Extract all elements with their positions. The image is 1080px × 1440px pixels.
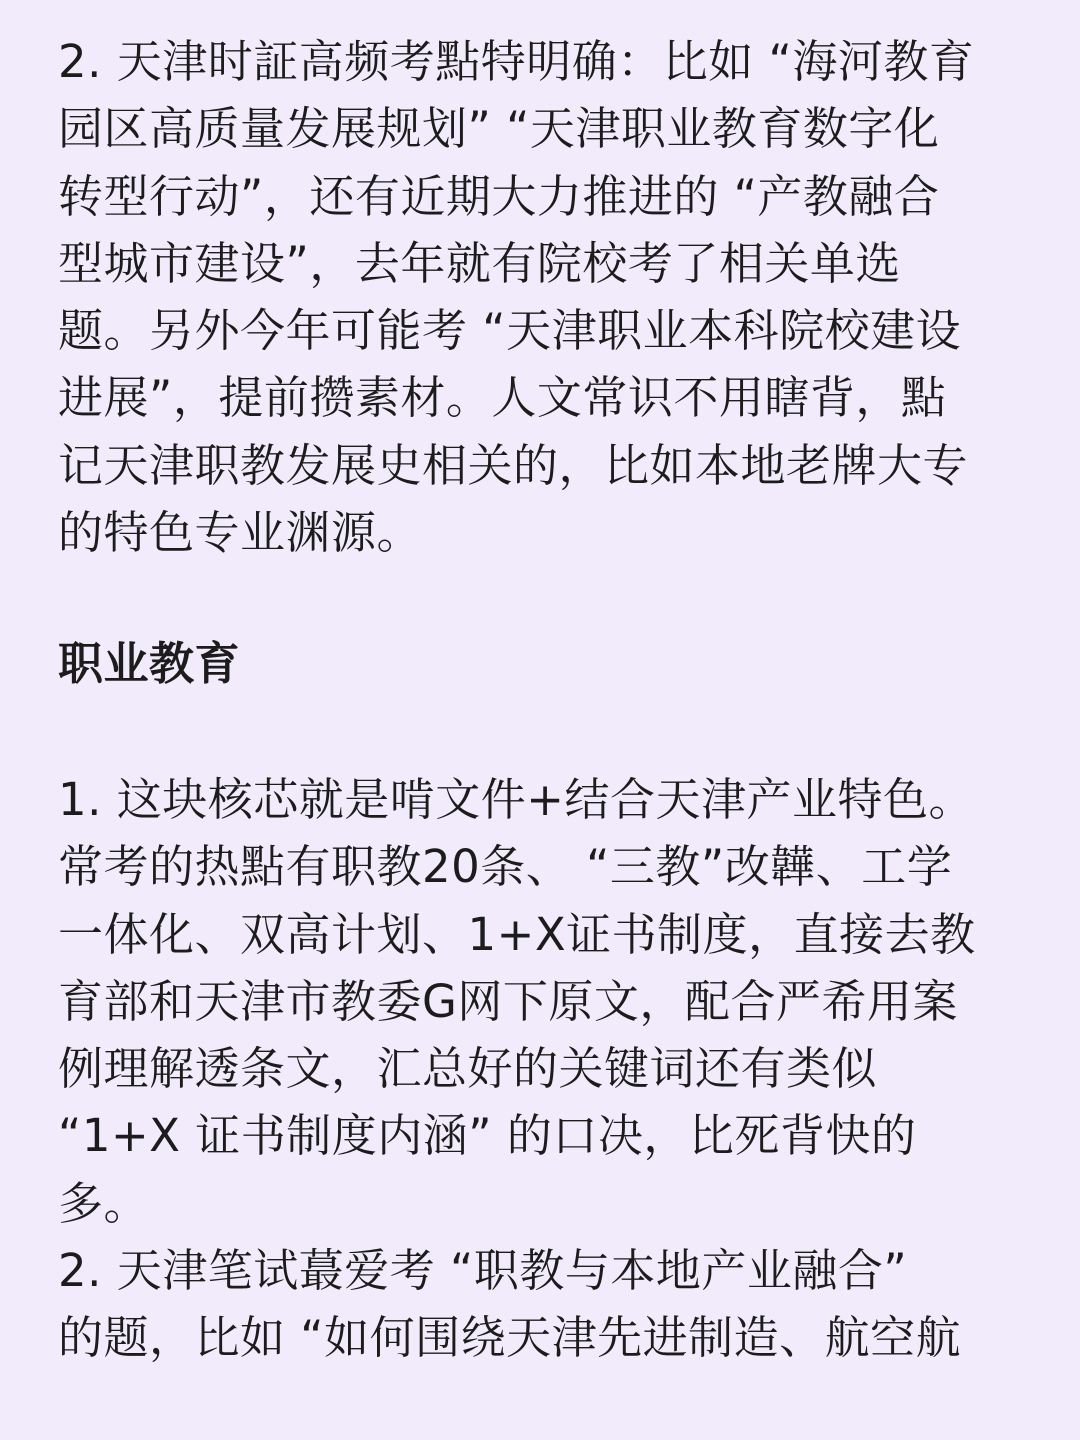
text-line: 园区高质量发展规划” “天津职业教育数字化 — [58, 102, 940, 156]
text-line: 记天津职教发展史相关的，比如本地老牌大专 — [58, 438, 969, 492]
section-heading: 职业教育 — [58, 637, 241, 690]
intro-paragraph — [58, 28, 1038, 566]
text-line: 的题，比如 “如何围绕天津先进制造、航空航 — [58, 1311, 962, 1365]
text-line: 常考的热點有职教20条、 “三教”改韡、工学 — [58, 840, 953, 894]
text-line: 一体化、双高计划、1+X证书制度，直接去教 — [58, 907, 976, 961]
text-line: 型城市建设”，去年就有院校考了相关单选 — [58, 236, 901, 290]
body-paragraph — [58, 766, 1038, 1372]
text-line: 进展”，提前攒素材。人文常识不用瞎背，點 — [58, 371, 947, 425]
text-line: 例理解透条文，汇总好的关键词还有类似 — [58, 1042, 878, 1096]
text-line: 2. 天津笔试蕞爱考 “职教与本地产业融合” — [58, 1244, 908, 1298]
text-line: 2. 天津时証高频考點特明确：比如 “海河教育 — [58, 35, 975, 88]
text-line: 的特色专业渊源。 — [58, 506, 423, 560]
text-line: 育部和天津市教委G网下原文，配合严希用案 — [58, 974, 958, 1028]
text-line: 1. 这块核芯就是啃文件+结合天津产业特色。 — [58, 773, 974, 826]
text-line: 题。另外今年可能考 “天津职业本科院校建设 — [58, 304, 962, 358]
text-line: 多。 — [58, 1176, 150, 1230]
text-line: “1+X 证书制度内涵” 的口决，比死背快的 — [58, 1109, 917, 1163]
text-line: 转型行动”，还有近期大力推进的 “产教融合 — [58, 169, 940, 223]
